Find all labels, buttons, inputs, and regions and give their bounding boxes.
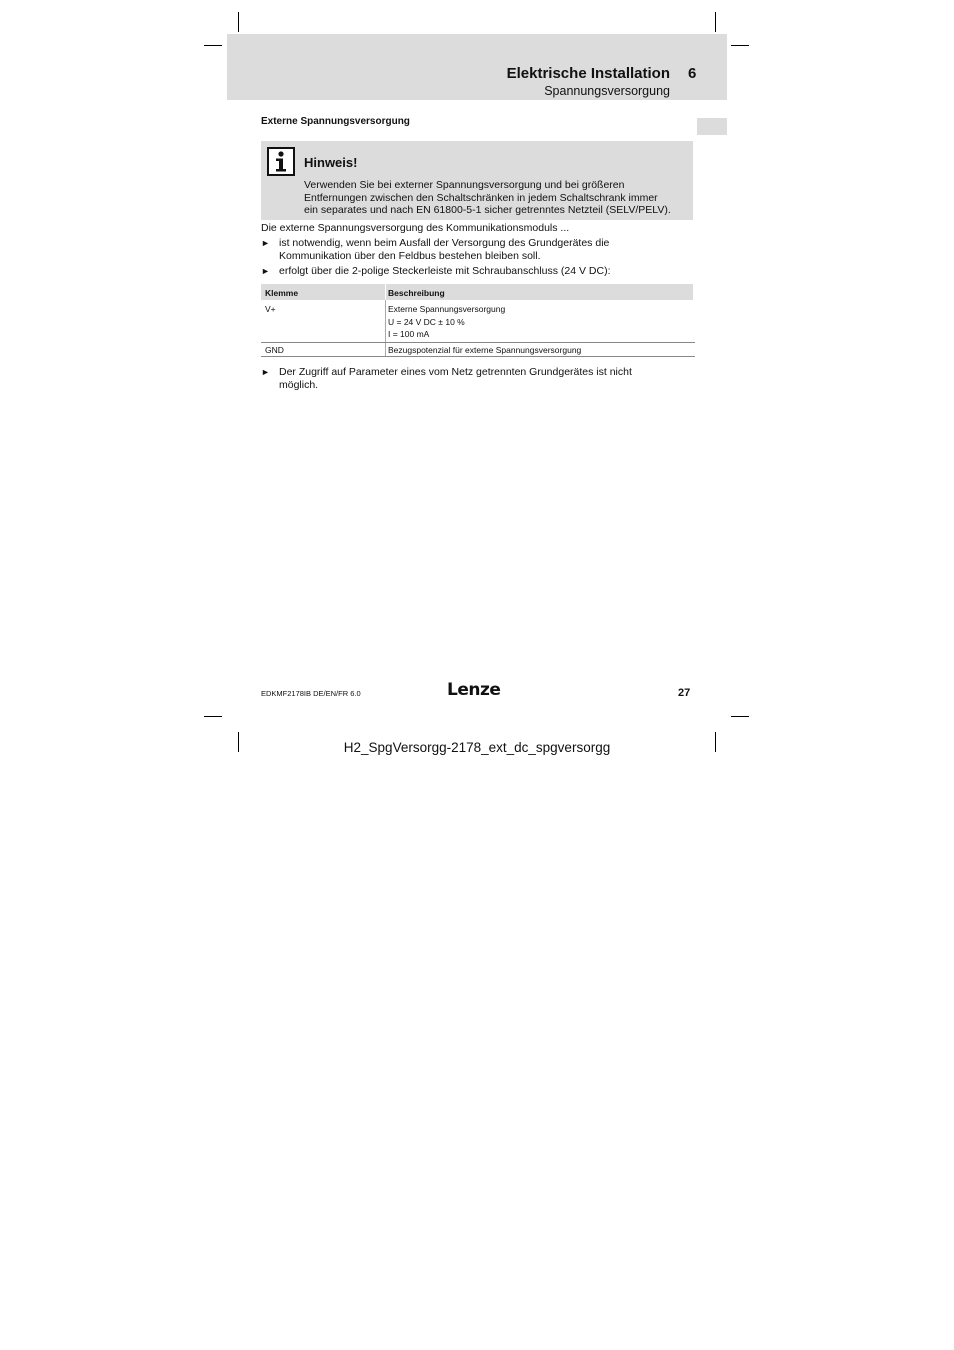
bullet-line: Der Zugriff auf Parameter eines vom Netz getrennten Grundgerätes ist nicht bbox=[279, 366, 632, 378]
table-header-terminal: Klemme bbox=[265, 288, 299, 298]
crop-mark bbox=[731, 716, 749, 717]
bullet-arrow-icon: ► bbox=[261, 266, 270, 276]
table-header-row bbox=[261, 284, 693, 300]
lenze-logo: Lenze bbox=[447, 680, 501, 700]
table-cell-description: Bezugspotenzial für externe Spannungsversorgung bbox=[388, 345, 582, 355]
bullet-line: ist notwendig, wenn beim Ausfall der Versorgung des Grundgerätes die bbox=[279, 237, 610, 249]
chapter-side-tab bbox=[697, 118, 727, 135]
note-title: Hinweis! bbox=[304, 155, 358, 170]
intro-text: Die externe Spannungsversorgung des Kommunikationsmoduls ... bbox=[261, 222, 570, 234]
bullet-line: erfolgt über die 2-polige Steckerleiste mit Schraubanschluss (24 V DC): bbox=[279, 265, 611, 277]
page-number: 27 bbox=[678, 687, 691, 699]
source-filename: H2_SpgVersorgg-2178_ext_dc_spgversorgg bbox=[343, 740, 611, 755]
description-line: Externe Spannungsversorgung bbox=[388, 304, 506, 314]
table-cell-description bbox=[388, 303, 505, 341]
chapter-title: Elektrische Installation bbox=[506, 65, 670, 82]
description-line: I = 100 mA bbox=[388, 329, 430, 339]
bullet-line: Kommunikation über den Feldbus bestehen bleiben soll. bbox=[279, 250, 541, 262]
note-line: ein separates und nach EN 61800-5-1 sicher getrenntes Netzteil (SELV/PELV). bbox=[304, 204, 671, 216]
bullet-line: möglich. bbox=[279, 379, 319, 391]
crop-mark bbox=[238, 12, 239, 32]
note-line: Entfernungen zwischen den Schaltschränken in jedem Schaltschrank immer bbox=[304, 191, 658, 204]
info-icon bbox=[267, 147, 295, 176]
crop-mark bbox=[204, 716, 222, 717]
row-divider bbox=[261, 342, 695, 343]
bullet-arrow-icon: ► bbox=[261, 238, 270, 248]
chapter-number: 6 bbox=[688, 65, 697, 82]
bullet-arrow-icon: ► bbox=[261, 367, 270, 377]
crop-mark bbox=[715, 12, 716, 32]
document-id: EDKMF2178IB DE/EN/FR 6.0 bbox=[261, 689, 361, 698]
chapter-subtitle: Spannungsversorgung bbox=[544, 84, 670, 98]
table-cell-terminal: V+ bbox=[265, 304, 276, 314]
section-title: Externe Spannungsversorgung bbox=[261, 116, 410, 127]
crop-mark bbox=[204, 45, 222, 46]
column-divider bbox=[385, 300, 386, 356]
note-line: Verwenden Sie bei externer Spannungsversorgung und bei größeren bbox=[304, 179, 625, 191]
description-line: U = 24 V DC ± 10 % bbox=[388, 316, 465, 327]
row-divider bbox=[261, 356, 695, 357]
table-cell-terminal: GND bbox=[265, 345, 284, 355]
column-divider bbox=[385, 284, 386, 300]
crop-mark bbox=[731, 45, 749, 46]
note-text bbox=[304, 179, 690, 217]
table-header-description: Beschreibung bbox=[388, 288, 445, 298]
